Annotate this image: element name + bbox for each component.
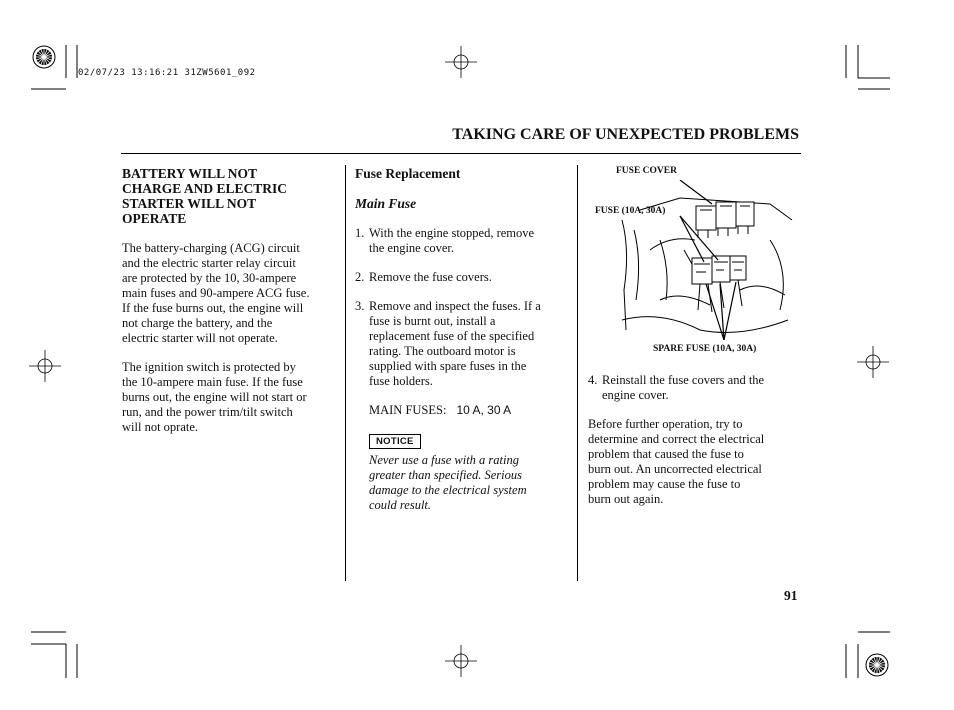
section-title: TAKING CARE OF UNEXPECTED PROBLEMS bbox=[452, 126, 799, 143]
further-operation-paragraph: Before further operation, try to determine and correct the electrical problem that caused the fuse to burn out. An uncorrected electrical problem may cause the fuse to burn out again. bbox=[588, 417, 765, 506]
fuse-steps bbox=[355, 226, 570, 389]
step-item: 1. With the engine stopped, remove the engine cover. bbox=[355, 226, 535, 255]
fuse-label: FUSE (10A, 30A) bbox=[595, 206, 666, 216]
step-item: 2. Remove the fuse covers. bbox=[355, 270, 492, 284]
step-item: 4. Reinstall the fuse covers and the engine cover. bbox=[588, 373, 765, 402]
column-divider bbox=[577, 165, 578, 581]
print-timestamp: 02/07/23 13:16:21 31ZW5601_092 bbox=[78, 68, 256, 78]
step-item: 3. Remove and inspect the fuses. If a fuse is burnt out, install a replacement fuse of the specified rating. The outboard motor is supplied with spare fuses in the fuse holders. bbox=[355, 299, 541, 388]
column-divider bbox=[345, 165, 346, 581]
notice-text: Never use a fuse with a rating greater than specified. Serious damage to the electrical system could result. bbox=[369, 453, 527, 512]
battery-heading: BATTERY WILL NOT CHARGE AND ELECTRIC STARTER WILL NOT OPERATE bbox=[122, 166, 288, 226]
column-battery bbox=[122, 166, 337, 435]
page-number: 91 bbox=[784, 588, 798, 603]
fuse-cover-label: FUSE COVER bbox=[616, 166, 677, 176]
main-fuse-subheading: Main Fuse bbox=[355, 196, 417, 211]
fuse-replacement-heading: Fuse Replacement bbox=[355, 166, 461, 181]
main-fuses-spec: MAIN FUSES: 10 A, 30 A bbox=[369, 403, 512, 417]
spare-fuse-label: SPARE FUSE (10A, 30A) bbox=[653, 344, 757, 354]
ignition-paragraph: The ignition switch is protected by the 10-ampere main fuse. If the fuse burns out, the engine will not start or run, and the power trim/tilt switch will not oprate. bbox=[122, 360, 307, 434]
column-fuse-replacement bbox=[355, 166, 570, 513]
notice-badge: NOTICE bbox=[369, 434, 421, 449]
battery-paragraph: The battery-charging (ACG) circuit and the electric starter relay circuit are protected by the 10, 30-ampere main fuses and 90-ampere ACG fuse. If the fuse burns out, the engine will not charge the battery, and the electric starter will not operate. bbox=[122, 241, 310, 345]
fuse-box-illustration bbox=[620, 180, 800, 340]
column-reinstall bbox=[588, 373, 800, 507]
header-rule bbox=[121, 153, 801, 154]
